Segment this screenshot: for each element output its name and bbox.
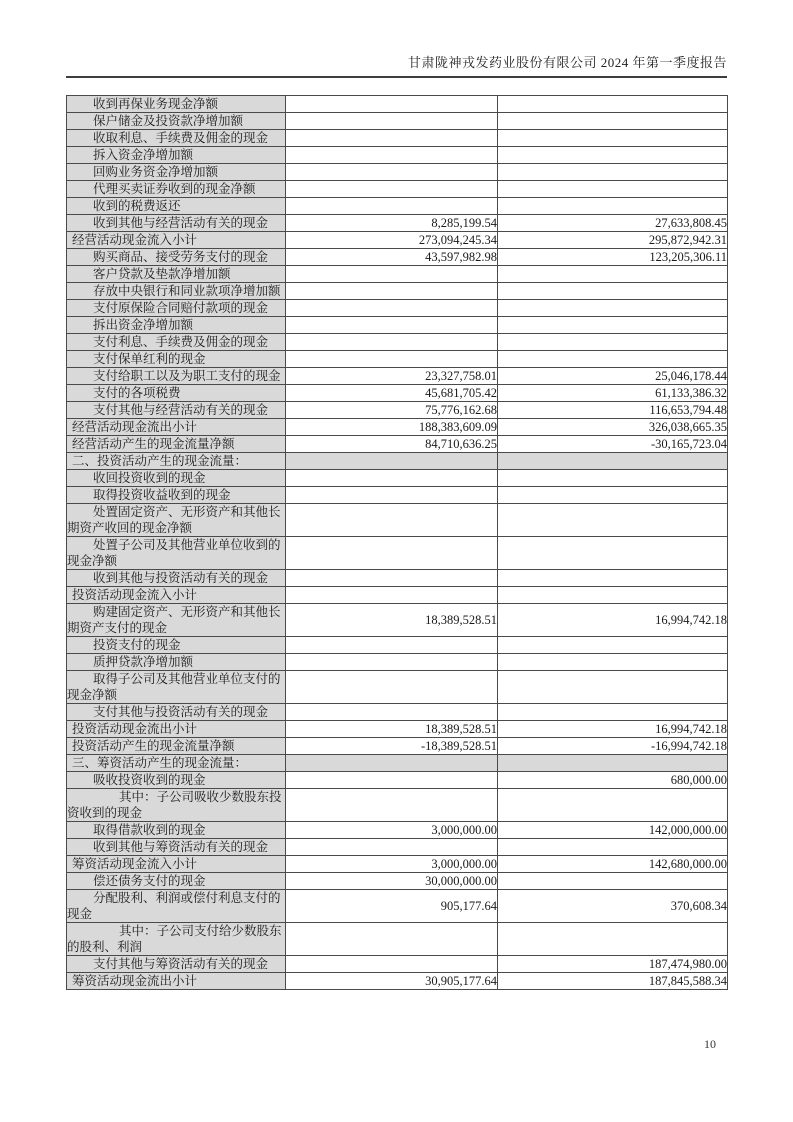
row-label: 保户储金及投资款净增加额 [67, 113, 286, 130]
row-label: 拆出资金净增加额 [67, 317, 286, 334]
row-label: 代理买卖证券收到的现金净额 [67, 181, 286, 198]
row-label: 客户贷款及垫款净增加额 [67, 266, 286, 283]
table-row [67, 164, 728, 181]
table-row [67, 789, 728, 822]
row-label: 支付原保险合同赔付款项的现金 [67, 300, 286, 317]
value-prior-period [498, 537, 728, 570]
value-current-period [286, 198, 498, 215]
value-prior-period: 187,474,980.00 [498, 956, 728, 973]
value-current-period [286, 570, 498, 587]
value-prior-period [498, 453, 728, 470]
value-current-period: -18,389,528.51 [286, 738, 498, 755]
value-prior-period [498, 587, 728, 604]
value-prior-period [498, 300, 728, 317]
value-prior-period [498, 839, 728, 856]
table-row [67, 890, 728, 923]
table-row [67, 368, 728, 385]
row-label: 筹资活动现金流出小计 [67, 973, 286, 990]
table-row [67, 755, 728, 772]
value-current-period: 188,383,609.09 [286, 419, 498, 436]
value-prior-period [498, 487, 728, 504]
table-row [67, 738, 728, 755]
value-prior-period: 16,994,742.18 [498, 721, 728, 738]
value-current-period: 3,000,000.00 [286, 822, 498, 839]
value-current-period [286, 923, 498, 956]
value-prior-period [498, 113, 728, 130]
table-row [67, 419, 728, 436]
value-current-period [286, 704, 498, 721]
value-current-period [286, 164, 498, 181]
row-label: 支付利息、手续费及佣金的现金 [67, 334, 286, 351]
value-prior-period: 25,046,178.44 [498, 368, 728, 385]
table-row [67, 317, 728, 334]
value-current-period [286, 671, 498, 704]
value-current-period [286, 504, 498, 537]
value-prior-period: 27,633,808.45 [498, 215, 728, 232]
value-current-period: 273,094,245.34 [286, 232, 498, 249]
table-row [67, 113, 728, 130]
value-prior-period: 187,845,588.34 [498, 973, 728, 990]
value-current-period [286, 147, 498, 164]
value-current-period: 43,597,982.98 [286, 249, 498, 266]
value-current-period: 8,285,199.54 [286, 215, 498, 232]
value-current-period: 45,681,705.42 [286, 385, 498, 402]
row-label: 经营活动现金流入小计 [67, 232, 286, 249]
value-prior-period [498, 671, 728, 704]
value-prior-period [498, 351, 728, 368]
value-current-period: 30,000,000.00 [286, 873, 498, 890]
value-prior-period [498, 283, 728, 300]
row-label: 投资活动产生的现金流量净额 [67, 738, 286, 755]
value-current-period: 18,389,528.51 [286, 721, 498, 738]
row-label: 支付其他与经营活动有关的现金 [67, 402, 286, 419]
value-current-period [286, 181, 498, 198]
value-prior-period [498, 147, 728, 164]
value-prior-period [498, 198, 728, 215]
value-current-period [286, 654, 498, 671]
value-current-period [286, 839, 498, 856]
table-row [67, 704, 728, 721]
value-prior-period [498, 873, 728, 890]
value-prior-period: 142,000,000.00 [498, 822, 728, 839]
table-row [67, 249, 728, 266]
row-label: 购买商品、接受劳务支付的现金 [67, 249, 286, 266]
row-label: 购建固定资产、无形资产和其他长期资产支付的现金 [67, 604, 286, 637]
value-prior-period [498, 130, 728, 147]
row-label: 处置子公司及其他营业单位收到的现金净额 [67, 537, 286, 570]
value-current-period: 23,327,758.01 [286, 368, 498, 385]
row-label: 收到再保业务现金净额 [67, 96, 286, 113]
table-row [67, 537, 728, 570]
table-row [67, 956, 728, 973]
value-current-period [286, 453, 498, 470]
value-prior-period: 142,680,000.00 [498, 856, 728, 873]
row-label: 拆入资金净增加额 [67, 147, 286, 164]
table-row [67, 504, 728, 537]
table-row [67, 839, 728, 856]
value-current-period: 905,177.64 [286, 890, 498, 923]
row-label: 存放中央银行和同业款项净增加额 [67, 283, 286, 300]
value-current-period [286, 266, 498, 283]
row-label: 吸收投资收到的现金 [67, 772, 286, 789]
table-row [67, 402, 728, 419]
table-row [67, 351, 728, 368]
table-row [67, 570, 728, 587]
table-row [67, 604, 728, 637]
report-title: 甘肃陇神戎发药业股份有限公司 2024 年第一季度报告 [407, 55, 727, 70]
value-prior-period: 370,608.34 [498, 890, 728, 923]
value-prior-period: 326,038,665.35 [498, 419, 728, 436]
row-label: 偿还债务支付的现金 [67, 873, 286, 890]
value-prior-period [498, 704, 728, 721]
value-prior-period: 123,205,306.11 [498, 249, 728, 266]
row-label: 支付给职工以及为职工支付的现金 [67, 368, 286, 385]
row-label: 筹资活动现金流入小计 [67, 856, 286, 873]
table-row [67, 181, 728, 198]
table-row [67, 198, 728, 215]
cash-flow-statement-table [66, 95, 728, 990]
value-prior-period [498, 164, 728, 181]
row-label: 收取利息、手续费及佣金的现金 [67, 130, 286, 147]
row-label: 经营活动现金流出小计 [67, 419, 286, 436]
row-label: 支付的各项税费 [67, 385, 286, 402]
table-row [67, 283, 728, 300]
value-prior-period: -30,165,723.04 [498, 436, 728, 453]
table-row [67, 436, 728, 453]
value-current-period [286, 283, 498, 300]
row-label: 收到其他与投资活动有关的现金 [67, 570, 286, 587]
value-current-period: 3,000,000.00 [286, 856, 498, 873]
value-prior-period [498, 654, 728, 671]
table-row [67, 721, 728, 738]
table-row [67, 232, 728, 249]
value-current-period [286, 317, 498, 334]
table-row [67, 873, 728, 890]
row-label: 收到的税费返还 [67, 198, 286, 215]
row-label: 支付其他与筹资活动有关的现金 [67, 956, 286, 973]
row-label: 投资支付的现金 [67, 637, 286, 654]
value-current-period: 30,905,177.64 [286, 973, 498, 990]
value-current-period: 18,389,528.51 [286, 604, 498, 637]
cash-flow-table-body [67, 96, 728, 990]
table-row [67, 147, 728, 164]
value-current-period [286, 96, 498, 113]
value-current-period [286, 113, 498, 130]
row-label: 支付其他与投资活动有关的现金 [67, 704, 286, 721]
table-row [67, 973, 728, 990]
value-current-period [286, 130, 498, 147]
value-current-period [286, 772, 498, 789]
table-row [67, 587, 728, 604]
table-row [67, 923, 728, 956]
table-row [67, 300, 728, 317]
table-row [67, 334, 728, 351]
value-current-period [286, 537, 498, 570]
table-row [67, 385, 728, 402]
value-prior-period [498, 637, 728, 654]
table-row [67, 856, 728, 873]
value-current-period [286, 789, 498, 822]
value-current-period: 75,776,162.68 [286, 402, 498, 419]
row-label: 分配股利、利润或偿付利息支付的现金 [67, 890, 286, 923]
row-label: 回购业务资金净增加额 [67, 164, 286, 181]
value-current-period [286, 755, 498, 772]
row-label: 取得投资收益收到的现金 [67, 487, 286, 504]
value-prior-period: 16,994,742.18 [498, 604, 728, 637]
value-current-period [286, 487, 498, 504]
table-row [67, 266, 728, 283]
value-current-period [286, 300, 498, 317]
row-label: 收到其他与筹资活动有关的现金 [67, 839, 286, 856]
table-row [67, 822, 728, 839]
row-label: 处置固定资产、无形资产和其他长期资产收回的现金净额 [67, 504, 286, 537]
row-label: 收回投资收到的现金 [67, 470, 286, 487]
value-prior-period [498, 266, 728, 283]
row-label: 取得借款收到的现金 [67, 822, 286, 839]
value-prior-period: -16,994,742.18 [498, 738, 728, 755]
value-prior-period [498, 96, 728, 113]
value-prior-period [498, 923, 728, 956]
table-row [67, 772, 728, 789]
page-number-value: 10 [704, 1037, 716, 1051]
row-label: 投资活动现金流出小计 [67, 721, 286, 738]
value-prior-period [498, 181, 728, 198]
table-row [67, 130, 728, 147]
value-current-period [286, 351, 498, 368]
value-prior-period: 295,872,942.31 [498, 232, 728, 249]
row-label: 收到其他与经营活动有关的现金 [67, 215, 286, 232]
value-prior-period [498, 789, 728, 822]
value-prior-period [498, 504, 728, 537]
value-current-period [286, 956, 498, 973]
table-row [67, 637, 728, 654]
value-prior-period: 680,000.00 [498, 772, 728, 789]
row-label: 其中：子公司支付给少数股东的股利、利润 [67, 923, 286, 956]
row-label: 二、投资活动产生的现金流量： [67, 453, 286, 470]
table-row [67, 96, 728, 113]
value-prior-period [498, 755, 728, 772]
value-current-period [286, 637, 498, 654]
value-current-period [286, 334, 498, 351]
row-label: 经营活动产生的现金流量净额 [67, 436, 286, 453]
row-label: 支付保单红利的现金 [67, 351, 286, 368]
value-prior-period: 61,133,386.32 [498, 385, 728, 402]
value-prior-period: 116,653,794.48 [498, 402, 728, 419]
table-row [67, 215, 728, 232]
table-row [67, 654, 728, 671]
value-prior-period [498, 317, 728, 334]
value-prior-period [498, 334, 728, 351]
value-current-period [286, 470, 498, 487]
page-number [66, 1037, 716, 1052]
value-prior-period [498, 470, 728, 487]
table-row [67, 671, 728, 704]
page-header [66, 52, 727, 78]
row-label: 质押贷款净增加额 [67, 654, 286, 671]
value-current-period [286, 587, 498, 604]
table-row [67, 453, 728, 470]
value-prior-period [498, 570, 728, 587]
row-label: 投资活动现金流入小计 [67, 587, 286, 604]
table-row [67, 470, 728, 487]
row-label: 其中：子公司吸收少数股东投资收到的现金 [67, 789, 286, 822]
value-current-period: 84,710,636.25 [286, 436, 498, 453]
row-label: 取得子公司及其他营业单位支付的现金净额 [67, 671, 286, 704]
row-label: 三、筹资活动产生的现金流量： [67, 755, 286, 772]
table-row [67, 487, 728, 504]
